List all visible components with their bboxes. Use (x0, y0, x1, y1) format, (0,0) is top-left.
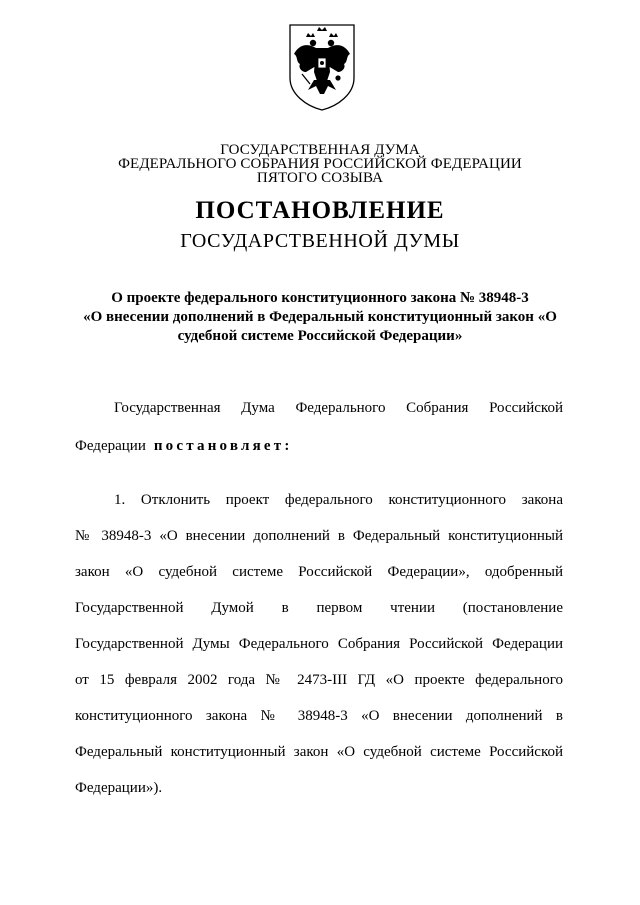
subject-line-1: О проекте федерального конституционного закона № 38948-3 (111, 290, 529, 306)
item-1-line: 1. Отклонить проект федерального конституционного закона (114, 492, 563, 508)
subject-line-2: «О внесении дополнений в Федеральный конституционный закон «О (83, 309, 557, 325)
convocation-line: ПЯТОГО СОЗЫВА (256, 170, 384, 186)
resolution-verb: постановляет: (153, 438, 293, 454)
preamble-line-1: Государственная Дума Федерального Собрания Российской (114, 400, 563, 416)
item-1-line: Государственной Думы Федерального Собрания Российской Федерации (75, 636, 563, 652)
item-1-line: конституционного закона № 38948-3 «О внесении дополнений в (75, 708, 563, 724)
org-name-line-2: ФЕДЕРАЛЬНОГО СОБРАНИЯ РОССИЙСКОЙ ФЕДЕРАЦИИ (118, 156, 522, 172)
item-1-line: № 38948-3 «О внесении дополнений в Федеральный конституционный (75, 528, 563, 544)
document-subtitle: ГОСУДАРСТВЕННОЙ ДУМЫ (180, 230, 460, 252)
preamble-text: Федерации (75, 438, 146, 454)
org-name-line-1: ГОСУДАРСТВЕННАЯ ДУМА (220, 142, 420, 158)
item-1-line: от 15 февраля 2002 года № 2473-III ГД «О проекте федерального (75, 672, 563, 688)
item-1-line: Федерации»). (75, 780, 163, 796)
preamble-line-2 (75, 437, 563, 455)
item-1-line: Государственной Думой в первом чтении (постановление (75, 600, 563, 616)
item-1-line: Федеральный конституционный закон «О судебной системе Российской (75, 744, 563, 760)
subject-line-3: судебной системе Российской Федерации» (177, 328, 463, 344)
russian-coat-of-arms-icon (286, 22, 358, 112)
document-title: ПОСТАНОВЛЕНИЕ (195, 197, 445, 224)
item-1-line: закон «О судебной системе Российской Федерации», одобренный (75, 564, 563, 580)
